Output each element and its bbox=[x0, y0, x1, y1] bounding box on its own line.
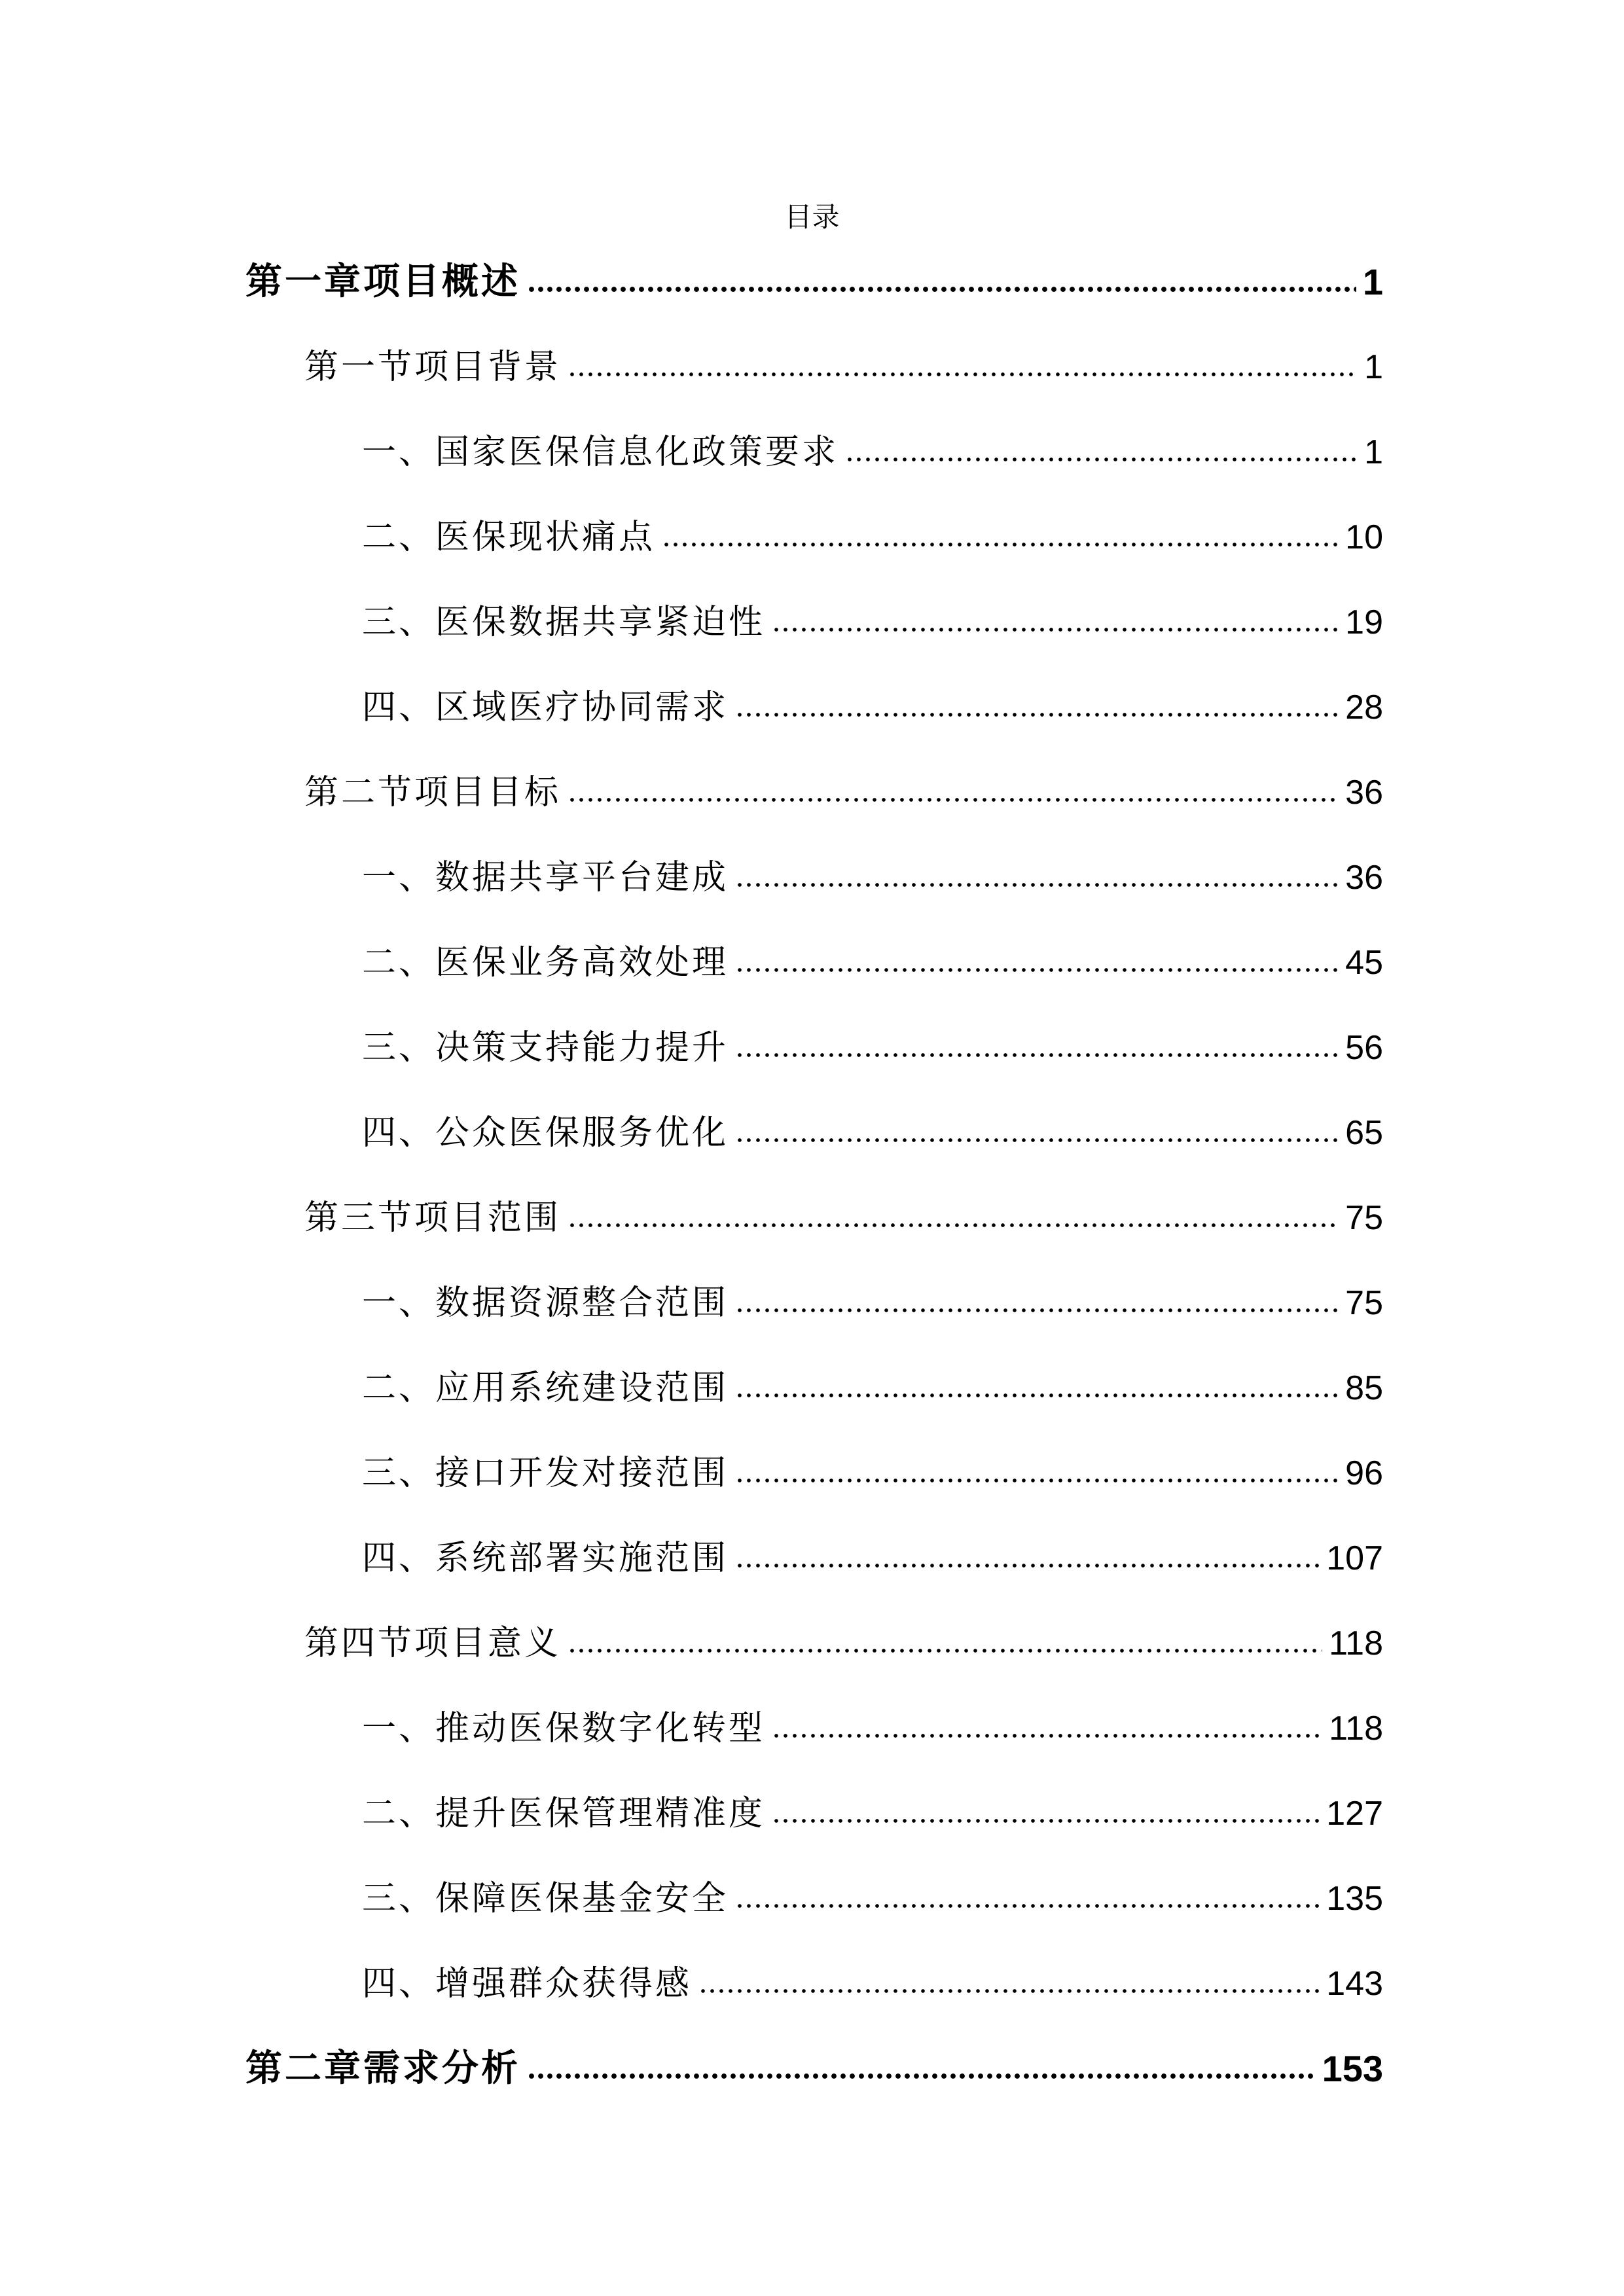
toc-dot-leader bbox=[735, 964, 1339, 976]
toc-page-number: 1 bbox=[1364, 348, 1383, 386]
toc-item[interactable] bbox=[362, 1522, 1383, 1594]
toc-chapter-2[interactable] bbox=[245, 2033, 1383, 2105]
toc-entry-label: 一、数据共享平台建成 bbox=[362, 858, 729, 897]
toc-item[interactable] bbox=[362, 501, 1383, 573]
toc-entry-label: 二、提升医保管理精准度 bbox=[362, 1794, 766, 1833]
toc-dot-leader bbox=[527, 2070, 1316, 2082]
toc-item[interactable] bbox=[362, 1012, 1383, 1084]
toc-page-number: 127 bbox=[1326, 1795, 1383, 1833]
toc-entry-label: 第四节项目意义 bbox=[304, 1624, 562, 1663]
page-title: 目录 bbox=[784, 201, 840, 233]
toc-page-number: 118 bbox=[1329, 1710, 1383, 1748]
toc-entry-label: 四、系统部署实施范围 bbox=[362, 1539, 729, 1578]
toc-page-number: 28 bbox=[1345, 689, 1383, 726]
toc-dot-leader bbox=[735, 709, 1339, 721]
toc-item[interactable] bbox=[362, 416, 1383, 488]
toc-item[interactable] bbox=[362, 1097, 1383, 1169]
toc-item[interactable] bbox=[362, 672, 1383, 744]
toc-dot-leader bbox=[568, 1219, 1339, 1231]
toc-entry-label: 四、增强群众获得感 bbox=[362, 1964, 693, 2003]
toc-page-number: 107 bbox=[1326, 1539, 1383, 1577]
toc-entry-label: 三、接口开发对接范围 bbox=[362, 1454, 729, 1493]
toc-entry-label: 第三节项目范围 bbox=[304, 1198, 562, 1238]
toc-dot-leader bbox=[735, 1049, 1339, 1061]
toc-dot-leader bbox=[568, 1645, 1322, 1657]
toc-entry-label: 一、推动医保数字化转型 bbox=[362, 1709, 766, 1748]
toc-dot-leader bbox=[568, 368, 1358, 380]
toc-item[interactable] bbox=[362, 1437, 1383, 1509]
toc-dot-leader bbox=[735, 1134, 1339, 1146]
toc-page-number: 143 bbox=[1326, 1965, 1383, 2003]
toc-dot-leader bbox=[735, 1304, 1339, 1316]
toc-item[interactable] bbox=[362, 1948, 1383, 2020]
toc-page-number: 19 bbox=[1345, 603, 1383, 641]
toc-section-1-2[interactable] bbox=[304, 757, 1383, 829]
toc-page-number: 85 bbox=[1345, 1369, 1383, 1407]
toc-dot-leader bbox=[698, 1985, 1320, 1997]
toc-dot-leader bbox=[735, 1560, 1320, 1571]
toc-page-number: 75 bbox=[1345, 1199, 1383, 1237]
toc-entry-label: 第一节项目背景 bbox=[304, 348, 562, 387]
toc-page-number: 135 bbox=[1326, 1880, 1383, 1918]
toc-chapter-1[interactable] bbox=[245, 246, 1383, 318]
toc-page-number: 10 bbox=[1345, 518, 1383, 556]
toc-page-number: 45 bbox=[1345, 944, 1383, 982]
toc-page-number: 75 bbox=[1345, 1284, 1383, 1322]
toc-dot-leader bbox=[662, 539, 1339, 550]
toc-entry-label: 一、国家医保信息化政策要求 bbox=[362, 433, 839, 472]
toc-entry-label: 二、医保现状痛点 bbox=[362, 518, 656, 557]
toc-dot-leader bbox=[772, 624, 1339, 636]
toc-dot-leader bbox=[527, 283, 1356, 295]
toc-page-number: 36 bbox=[1345, 859, 1383, 897]
toc-item[interactable] bbox=[362, 586, 1383, 658]
toc-page-number: 153 bbox=[1322, 2048, 1383, 2089]
toc-entry-label: 第二章需求分析 bbox=[245, 2047, 520, 2090]
toc-entry-label: 第二节项目目标 bbox=[304, 773, 562, 812]
toc-dot-leader bbox=[735, 879, 1339, 891]
toc-dot-leader bbox=[772, 1730, 1322, 1742]
toc-section-1-1[interactable] bbox=[304, 331, 1383, 403]
toc-entry-label: 三、医保数据共享紧迫性 bbox=[362, 603, 766, 642]
toc-item[interactable] bbox=[362, 1352, 1383, 1424]
toc-page-number: 36 bbox=[1345, 774, 1383, 812]
toc-entry-label: 三、保障医保基金安全 bbox=[362, 1879, 729, 1918]
toc-dot-leader bbox=[568, 794, 1339, 806]
toc-dot-leader bbox=[772, 1815, 1320, 1827]
toc-page-number: 96 bbox=[1345, 1454, 1383, 1492]
toc-dot-leader bbox=[735, 1900, 1320, 1912]
toc-entry-label: 四、区域医疗协同需求 bbox=[362, 688, 729, 727]
toc-dot-leader bbox=[735, 1475, 1339, 1486]
toc-page-number: 1 bbox=[1362, 261, 1383, 302]
toc-item[interactable] bbox=[362, 1863, 1383, 1935]
toc-entry-label: 二、医保业务高效处理 bbox=[362, 943, 729, 982]
toc-entry-label: 第一章项目概述 bbox=[245, 260, 520, 303]
toc-item[interactable] bbox=[362, 1693, 1383, 1765]
toc-section-1-4[interactable] bbox=[304, 1607, 1383, 1679]
toc-item[interactable] bbox=[362, 1267, 1383, 1339]
toc-entry-label: 二、应用系统建设范围 bbox=[362, 1369, 729, 1408]
toc-item[interactable] bbox=[362, 927, 1383, 999]
toc-dot-leader bbox=[845, 454, 1358, 465]
toc-entry-label: 四、公众医保服务优化 bbox=[362, 1113, 729, 1153]
toc-page-number: 56 bbox=[1345, 1029, 1383, 1067]
toc-page-number: 65 bbox=[1345, 1114, 1383, 1152]
toc-entry-label: 一、数据资源整合范围 bbox=[362, 1283, 729, 1323]
toc-page-number: 1 bbox=[1364, 433, 1383, 471]
toc-entry-label: 三、决策支持能力提升 bbox=[362, 1028, 729, 1067]
toc-item[interactable] bbox=[362, 842, 1383, 914]
toc-page-number: 118 bbox=[1329, 1624, 1383, 1662]
toc-dot-leader bbox=[735, 1390, 1339, 1401]
toc-item[interactable] bbox=[362, 1778, 1383, 1850]
toc-section-1-3[interactable] bbox=[304, 1182, 1383, 1254]
